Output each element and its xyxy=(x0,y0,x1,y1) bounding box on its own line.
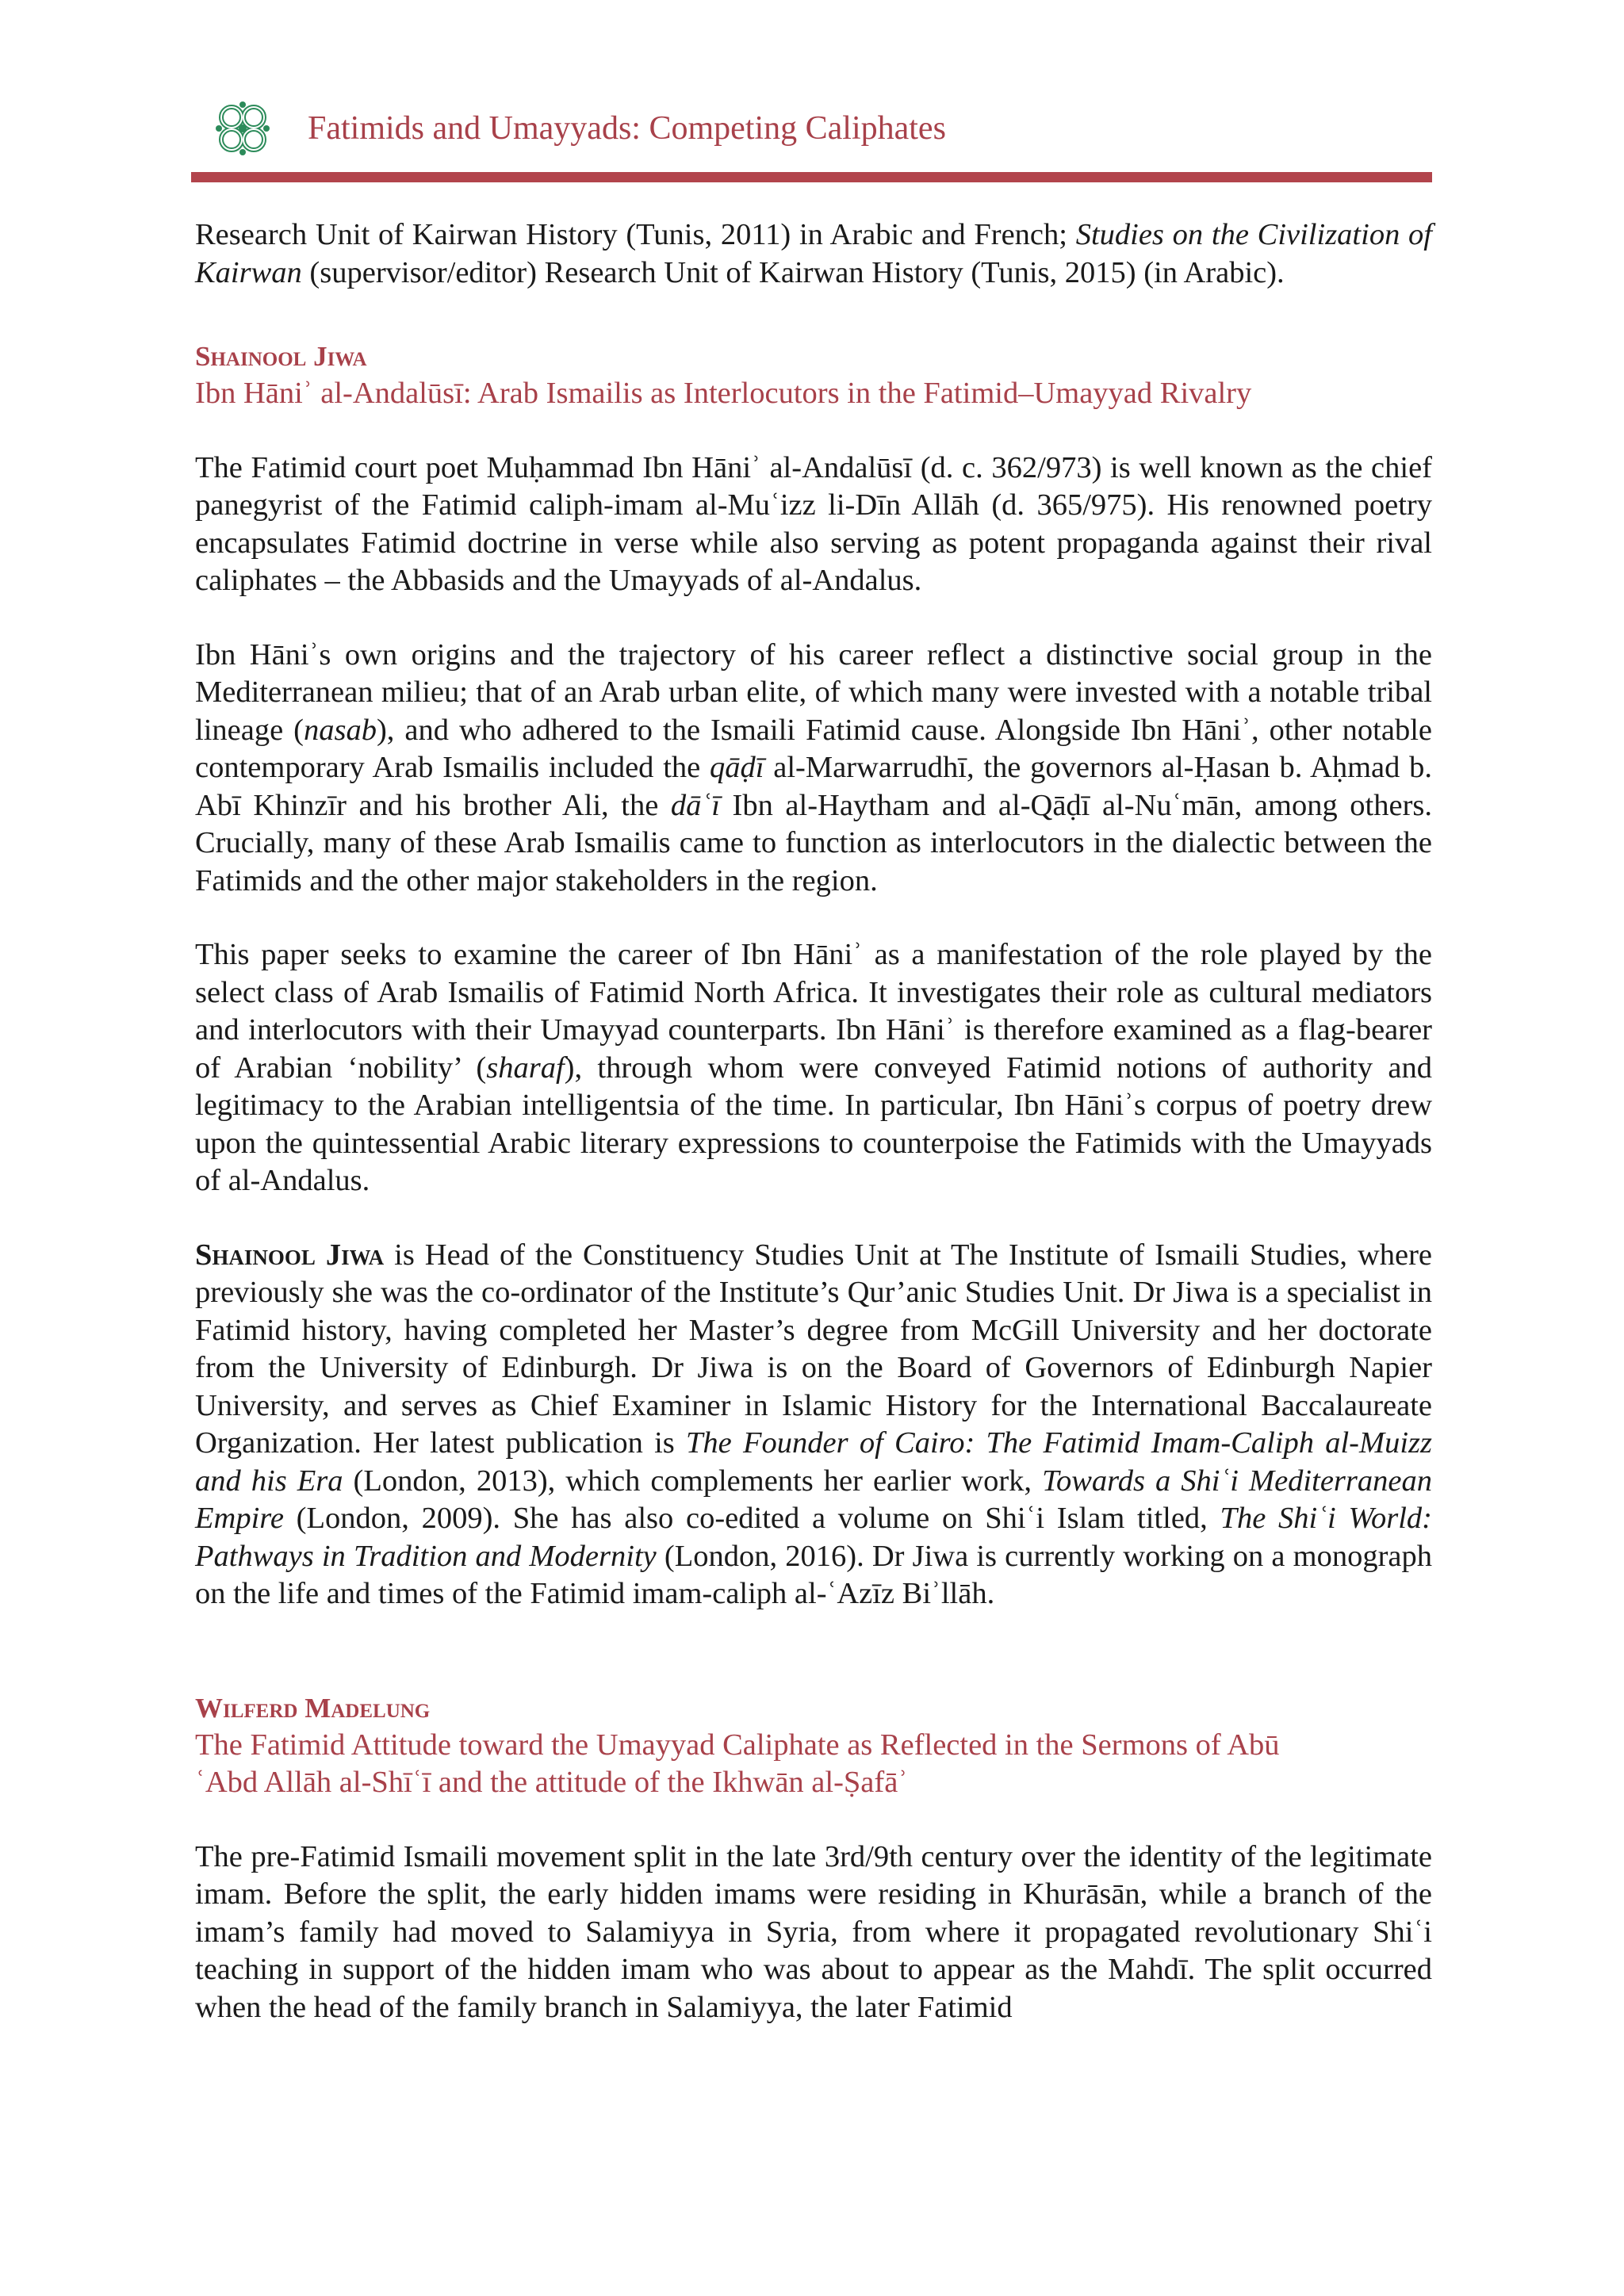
header-rule xyxy=(191,172,1432,182)
section2-author: Wilferd Madelung xyxy=(195,1692,431,1724)
section2-title xyxy=(195,1727,1432,1802)
knot-logo-icon xyxy=(213,98,273,159)
header-title: Fatimids and Umayyads: Competing Caliphates xyxy=(308,110,946,147)
main-content xyxy=(195,216,1432,2026)
section1-paragraph-3: This paper seeks to examine the career of Ibn Hāniʾ as a manifestation of the role played by the select class of Arab Ismailis of Fatimid North Africa. It investigates their role as cultural mediators and interlocutors with their Umayyad counterparts. Ibn Hāniʾ is therefore examined as a flag-bearer of Arabian ‘nobility’ (sharaf), through whom were conveyed Fatimid notions of authority and legitimacy to the Arabian intelligentsia of the time. In particular, Ibn Hāniʾs corpus of poetry drew upon the quintessential Arabic literary expressions to counterpoise the Fatimids with the Umayyads of al-Andalus. xyxy=(195,938,1432,1197)
section2-title-line1: The Fatimid Attitude toward the Umayyad Caliphate as Reflected in the Sermons of Abū xyxy=(195,1728,1280,1762)
section1-paragraph-2: Ibn Hāniʾs own origins and the trajectory of his career reflect a distinctive social group in the Mediterranean milieu; that of an Arab urban elite, of which many were invested with a notable tribal lineage (nasab), and who adhered to the Ismaili Fatimid cause. Alongside Ibn Hāniʾ, other notable contemporary Arab Ismailis included the qāḍī al-Marwarrudhī, the governors al-Ḥasan b. Aḥmad b. Abī Khinzīr and his brother Ali, the dāʿī Ibn al-Haytham and al-Qāḍī al-Nuʿmān, among others. Crucially, many of these Arab Ismailis came to function as interlocutors in the dialectic between the Fatimids and the other major stakeholders in the region. xyxy=(195,637,1432,897)
section1-title: Ibn Hāniʾ al-Andalūsī: Arab Ismailis as Interlocutors in the Fatimid–Umayyad Rivalry xyxy=(195,377,1252,410)
section2-paragraph-1: The pre-Fatimid Ismaili movement split in the late 3rd/9th century over the identity of the legitimate imam. Before the split, the early hidden imams were residing in Khurāsān, while a branch of the imam’s family had moved to Salamiyya in Syria, from where it propagated revolutionary Shiʿi teaching in support of the hidden imam who was about to appear as the Mahdī. The split occurred when the head of the family branch in Salamiyya, the later Fatimid xyxy=(195,1839,1432,2024)
bio-name: Shainool Jiwa xyxy=(195,1238,385,1272)
section2-title-line2: ʿAbd Allāh al-Shīʿī and the attitude of the Ikhwān al-Ṣafāʾ xyxy=(195,1766,909,1799)
section1-paragraph-1: The Fatimid court poet Muḥammad Ibn Hāniʾ al-Andalūsī (d. c. 362/973) is well known as the chief panegyrist of the Fatimid caliph-imam al-Muʿizz li-Dīn Allāh (d. 365/975). His renowned poetry encapsulates Fatimid doctrine in verse while also serving as potent propaganda against their rival caliphates – the Abbasids and the Umayyads of al-Andalus. xyxy=(195,450,1432,597)
intro-paragraph: Research Unit of Kairwan History (Tunis, 2011) in Arabic and French; Studies on the Civilization of Kairwan (supervisor/editor) Research Unit of Kairwan History (Tunis, 2015) (in Arabic). xyxy=(195,218,1432,289)
section1-author: Shainool Jiwa xyxy=(195,341,367,372)
section1-bio: Shainool Jiwa is Head of the Constituency Studies Unit at The Institute of Ismaili Studies, where previously she was the co-ordinator of the Institute’s Qur’anic Studies Unit. Dr Jiwa is a specialist in Fatimid history, having completed her Master’s degree from McGill University and her doctorate from the University of Edinburgh. Dr Jiwa is on the Board of Governors of Edinburgh Napier University, and serves as Chief Examiner in Islamic History for the International Baccalaureate Organization. Her latest publication is The Founder of Cairo: The Fatimid Imam-Caliph al-Muizz and his Era (London, 2013), which complements her earlier work, Towards a Shiʿi Mediterranean Empire (London, 2009). She has also co-edited a volume on Shiʿi Islam titled, The Shiʿi World: Pathways in Tradition and Modernity (London, 2016). Dr Jiwa is currently working on a monograph on the life and times of the Fatimid imam-caliph al-ʿAzīz Biʾllāh. xyxy=(195,1238,1432,1610)
